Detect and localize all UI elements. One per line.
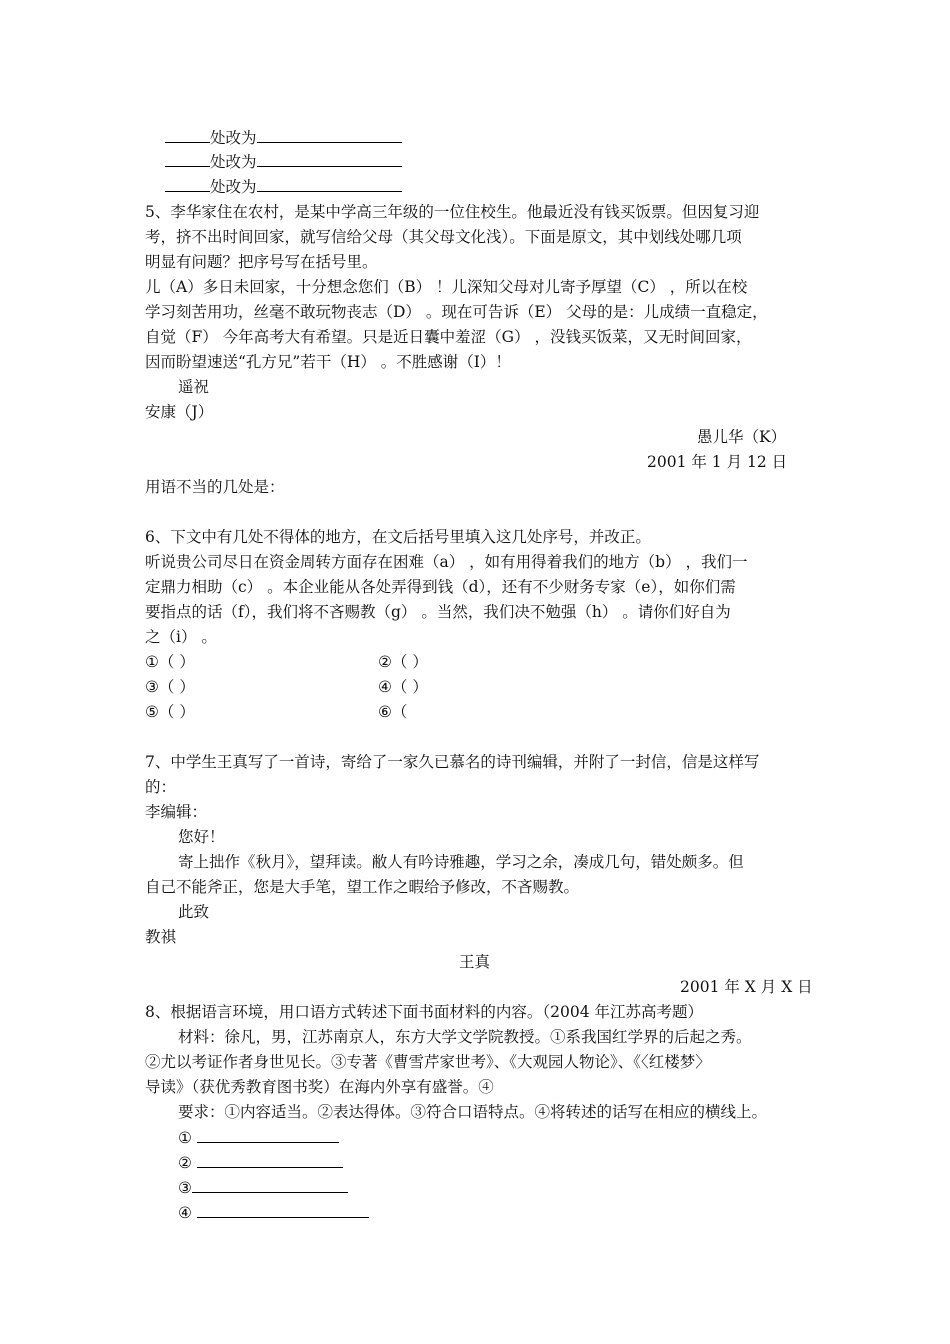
q7-body-1: 寄上拙作《秋月》，望拜读。敝人有吟诗雅趣，学习之余，凑成几句，错处颇多。但 xyxy=(178,853,744,871)
q7-signature: 王真 xyxy=(459,953,491,971)
q7-line-1: 7、中学生王真写了一首诗，寄给了一家久已慕名的诗刊编辑，并附了一封信，信是这样写 xyxy=(145,753,760,771)
answer-blank[interactable] xyxy=(197,1126,339,1143)
q6-line-2: 听说贵公司尽日在资金周转方面存在困难（a） ，如有用得着我们的地方（b） ，我们一 xyxy=(145,553,748,571)
q5-ankang: 安康（J） xyxy=(145,403,214,421)
q8-material-1: 材料：徐凡，男，江苏南京人，东方大学文学院教授。①系我国红学界的后起之秀。 xyxy=(178,1028,752,1046)
q7-salutation: 李编辑： xyxy=(145,803,208,821)
q6-option-5[interactable]: ⑤（ ） xyxy=(145,703,195,721)
q6-line-1: 6、下文中有几处不得体的地方，在文后括号里填入这几处序号，并改正。 xyxy=(145,528,651,546)
q5-line-3: 明显有问题？把序号写在括号里。 xyxy=(145,253,378,271)
fill-line-1 xyxy=(165,126,402,149)
q5-signature: 愚儿华（K） xyxy=(697,428,787,446)
fill-label: 处改为 xyxy=(210,129,257,147)
fill-line-2 xyxy=(165,150,402,173)
q8-requirement: 要求：①内容适当。②表达得体。③符合口语特点。④将转述的话写在相应的横线上。 xyxy=(178,1103,768,1121)
q6-option-3[interactable]: ③（ ） xyxy=(145,678,195,696)
answer-mark: ② xyxy=(178,1154,192,1172)
blank[interactable] xyxy=(257,175,402,192)
q7-greeting: 您好！ xyxy=(178,828,225,846)
q8-answer-line-3 xyxy=(178,1176,348,1199)
blank[interactable] xyxy=(165,126,210,143)
q5-line-1: 5、李华家住在农村，是某中学高三年级的一位住校生。他最近没有钱买饭票。但因复习迎 xyxy=(145,203,760,221)
q8-material-2: ②尤以考证作者身世见长。③专著《曹雪芹家世考》、《大观园人物论》、《〈红楼梦〉 xyxy=(145,1053,711,1071)
blank[interactable] xyxy=(257,150,402,167)
q6-option-4[interactable]: ④（ ） xyxy=(378,678,428,696)
q5-wish: 遥祝 xyxy=(178,378,210,396)
q7-line-2: 的： xyxy=(145,778,177,796)
q7-date: 2001 年 X 月 X 日 xyxy=(680,978,813,996)
q7-body-2: 自己不能斧正，您是大手笔，望工作之暇给予修改，不吝赐教。 xyxy=(145,878,580,896)
q5-line-5: 学习刻苦用功，丝毫不敢玩物丧志（D） 。现在可告诉（E） 父母的是：儿成绩一直稳定， xyxy=(145,303,768,321)
answer-mark: ① xyxy=(178,1129,192,1147)
q6-option-6[interactable]: ⑥（ xyxy=(378,703,408,721)
fill-label: 处改为 xyxy=(210,178,257,196)
q5-line-2: 考，挤不出时间回家，就写信给父母（其父母文化浅）。下面是原文，其中划线处哪几项 xyxy=(145,228,742,246)
q5-line-6: 自觉（F） 今年高考大有希望。只是近日囊中羞涩（G） ，没钱买饭菜，又无时间回家， xyxy=(145,328,752,346)
q8-answer-line-2 xyxy=(178,1151,343,1174)
q7-closing-2: 教祺 xyxy=(145,928,177,946)
answer-blank[interactable] xyxy=(197,1201,369,1218)
q6-option-2[interactable]: ②（ ） xyxy=(378,653,428,671)
q6-line-3: 定鼎力相助（c） 。本企业能从各处弄得到钱（d），还有不少财务专家（e），如你们需 xyxy=(145,578,736,596)
q5-line-7: 因而盼望速送“孔方兄”若干（H） 。不胜感谢（I）！ xyxy=(145,353,511,371)
blank[interactable] xyxy=(165,175,210,192)
q5-answer-prompt: 用语不当的几处是： xyxy=(145,478,285,496)
answer-mark: ③ xyxy=(178,1179,192,1197)
q8-line-1: 8、根据语言环境，用口语方式转述下面书面材料的内容。（2004 年江苏高考题） xyxy=(145,1003,703,1021)
answer-blank[interactable] xyxy=(197,1151,343,1168)
q8-answer-line-4 xyxy=(178,1201,369,1224)
q8-answer-line-1 xyxy=(178,1126,339,1149)
q5-date: 2001 年 1 月 12 日 xyxy=(647,453,788,471)
blank[interactable] xyxy=(165,150,210,167)
fill-label: 处改为 xyxy=(210,153,257,171)
q6-line-5: 之（i） 。 xyxy=(145,628,217,646)
q7-closing-1: 此致 xyxy=(178,903,210,921)
q6-option-1[interactable]: ①（ ） xyxy=(145,653,195,671)
answer-mark: ④ xyxy=(178,1204,192,1222)
blank[interactable] xyxy=(257,126,402,143)
answer-blank[interactable] xyxy=(192,1176,348,1193)
q8-material-3: 导读》（获优秀教育图书奖）在海内外享有盛誉。④ xyxy=(145,1078,494,1096)
q5-line-4: 儿（A）多日未回家，十分想念您们（B） ！儿深知父母对儿寄予厚望（C） ，所以在校 xyxy=(145,278,748,296)
fill-line-3 xyxy=(165,175,402,198)
q6-line-4: 要指点的话（f），我们将不吝赐教（g） 。当然，我们决不勉强（h） 。请你们好自为 xyxy=(145,603,731,621)
